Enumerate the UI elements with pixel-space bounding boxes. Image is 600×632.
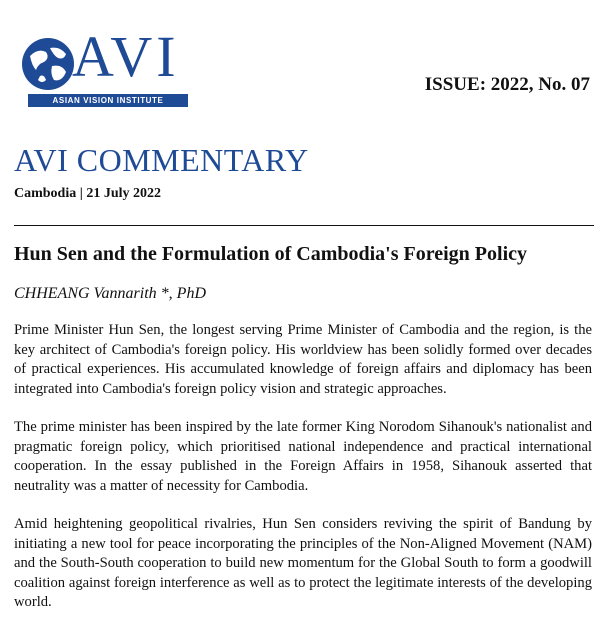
- article-author: CHHEANG Vannarith *, PhD: [14, 285, 206, 302]
- divider: [14, 225, 594, 226]
- paragraph: Amid heightening geopolitical rivalries, Hun Sen considers reviving the spirit of Bandung by initiating a new tool for peace incorporating the principles of the Non-Aligned Movement (NAM) and the South-South cooperation to build new momentum for the Global South to form a goodwill coalition against foreign interference as well as to protect the legitimate interests of the developing world.: [14, 516, 592, 610]
- logo-wordmark: AVI: [72, 24, 180, 89]
- avi-logo: [20, 24, 190, 114]
- section-title: AVI COMMENTARY: [14, 142, 309, 178]
- article-body: [14, 321, 592, 632]
- dateline: Cambodia | 21 July 2022: [14, 186, 161, 201]
- issue-label: ISSUE: 2022, No. 07: [424, 74, 590, 95]
- globe-icon: [20, 36, 76, 92]
- article-title: Hun Sen and the Formulation of Cambodia's Foreign Policy: [14, 243, 528, 265]
- logo-subtitle: ASIAN VISION INSTITUTE: [28, 94, 188, 107]
- paragraph: Prime Minister Hun Sen, the longest serving Prime Minister of Cambodia and the region, is the key architect of Cambodia's foreign policy. His worldview has been solidly formed over decades of practical experiences. His accumulated knowledge of foreign affairs and diplomacy has been integrated into Cambodia's foreign policy vision and strategic approaches.: [14, 322, 592, 397]
- paragraph: The prime minister has been inspired by the late former King Norodom Sihanouk's nationalist and pragmatic foreign policy, which prioritised national independence and practical international cooperation. In the essay published in the Foreign Affairs in 1958, Sihanouk asserted that neutrality was a matter of necessity for Cambodia.: [14, 419, 592, 494]
